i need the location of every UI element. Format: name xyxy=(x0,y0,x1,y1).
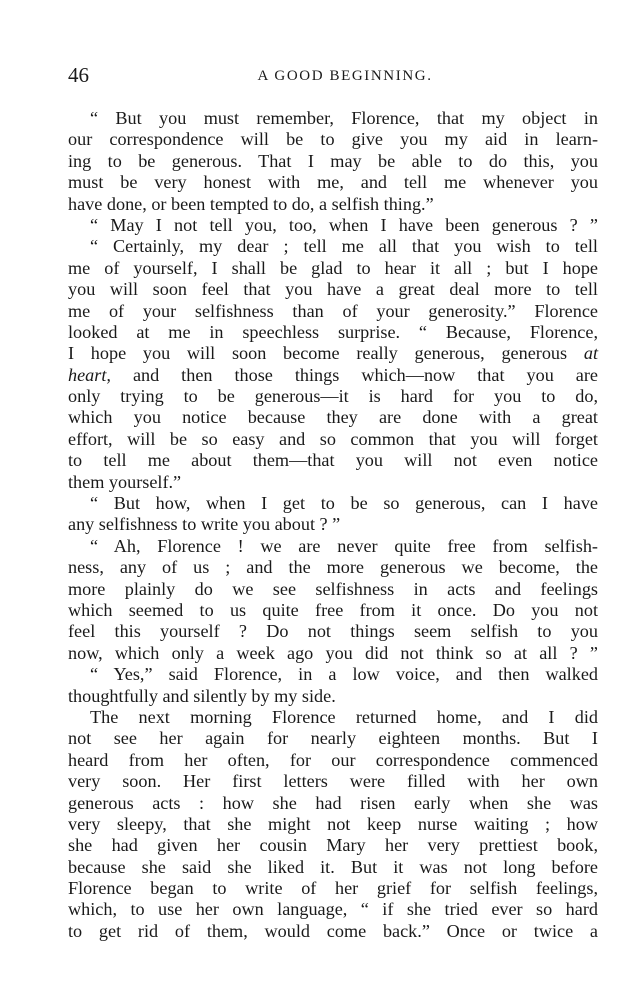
emphasis-text: heart, xyxy=(68,364,111,385)
text-line: me of your selfishness than of your generosity.” Florence xyxy=(68,300,598,321)
text-line: which seemed to us quite free from it once. Do you not xyxy=(68,599,598,620)
text-line: very sleepy, that she might not keep nurse waiting ; how xyxy=(68,813,598,834)
text-line: me of yourself, I shall be glad to hear it all ; but I hope xyxy=(68,257,598,278)
text-line: “ May I not tell you, too, when I have been generous ? ” xyxy=(90,214,598,235)
text-line: effort, will be so easy and so common that you will forget xyxy=(68,428,598,449)
text-line: not see her again for nearly eighteen months. But I xyxy=(68,728,598,749)
text-line: ness, any of us ; and the more generous we become, the xyxy=(68,557,598,578)
text-run: I hope you will soon become really generous, generous xyxy=(68,343,584,364)
text-line: only trying to be generous—it is hard for you to do, xyxy=(68,386,598,407)
page-number: 46 xyxy=(68,63,89,87)
text-line: “ Yes,” said Florence, in a low voice, and then walked xyxy=(90,664,598,685)
text-line: The next morning Florence returned home, and I did xyxy=(90,706,598,727)
text-line: ing to be generous. That I may be able to do this, you xyxy=(68,150,598,171)
text-line: because she said she liked it. But it was not long before xyxy=(68,856,598,877)
text-line: “ But you must remember, Florence, that my object in xyxy=(90,108,598,128)
text-line: generous acts : how she had risen early when she was xyxy=(68,792,598,813)
text-run: and then those things which—now that you are xyxy=(110,364,598,385)
text-line: which, to use her own language, “ if she tried ever so hard xyxy=(68,899,598,920)
text-line: our correspondence will be to give you my aid in learn- xyxy=(68,129,598,150)
text-line: “ But how, when I get to be so generous, can I have xyxy=(90,493,598,514)
text-line: “ Certainly, my dear ; tell me all that you wish to tell xyxy=(90,236,598,257)
text-line: to get rid of them, would come back.” Once or twice a xyxy=(68,920,598,941)
text-line: she had given her cousin Mary her very prettiest book, xyxy=(68,835,598,856)
text-line: heard from her often, for our correspondence commenced xyxy=(68,749,598,770)
text-line: “ Ah, Florence ! we are never quite free from selfish- xyxy=(90,535,598,556)
text-line: must be very honest with me, and tell me whenever you xyxy=(68,172,598,193)
text-line: feel this yourself ? Do not things seem selfish to you xyxy=(68,621,598,642)
text-line: any selfishness to write you about ? ” xyxy=(68,514,341,535)
text-line: which you notice because they are done with a great xyxy=(68,407,598,428)
text-line: to tell me about them—that you will not even notice xyxy=(68,450,598,471)
text-line: you will soon feel that you have a great deal more to tell xyxy=(68,279,598,300)
text-line: very soon. Her first letters were filled with her own xyxy=(68,771,598,792)
text-line: looked at me in speechless surprise. “ Because, Florence, xyxy=(68,321,598,342)
text-line: more plainly do we see selfishness in acts and feelings xyxy=(68,578,598,599)
text-line: thoughtfully and silently by my side. xyxy=(68,685,336,706)
text-line: Florence began to write of her grief for selfish feelings, xyxy=(68,878,598,899)
text-line xyxy=(68,343,598,364)
page-header xyxy=(68,62,598,88)
body-text xyxy=(68,108,598,942)
text-line: now, which only a week ago you did not think so at all ? ” xyxy=(68,642,598,663)
emphasis-text: at xyxy=(583,343,598,364)
running-title: A GOOD BEGINNING. xyxy=(257,68,433,84)
text-line: have done, or been tempted to do, a selfish thing.” xyxy=(68,193,434,214)
text-line xyxy=(68,365,598,386)
text-line: them yourself.” xyxy=(68,471,182,492)
